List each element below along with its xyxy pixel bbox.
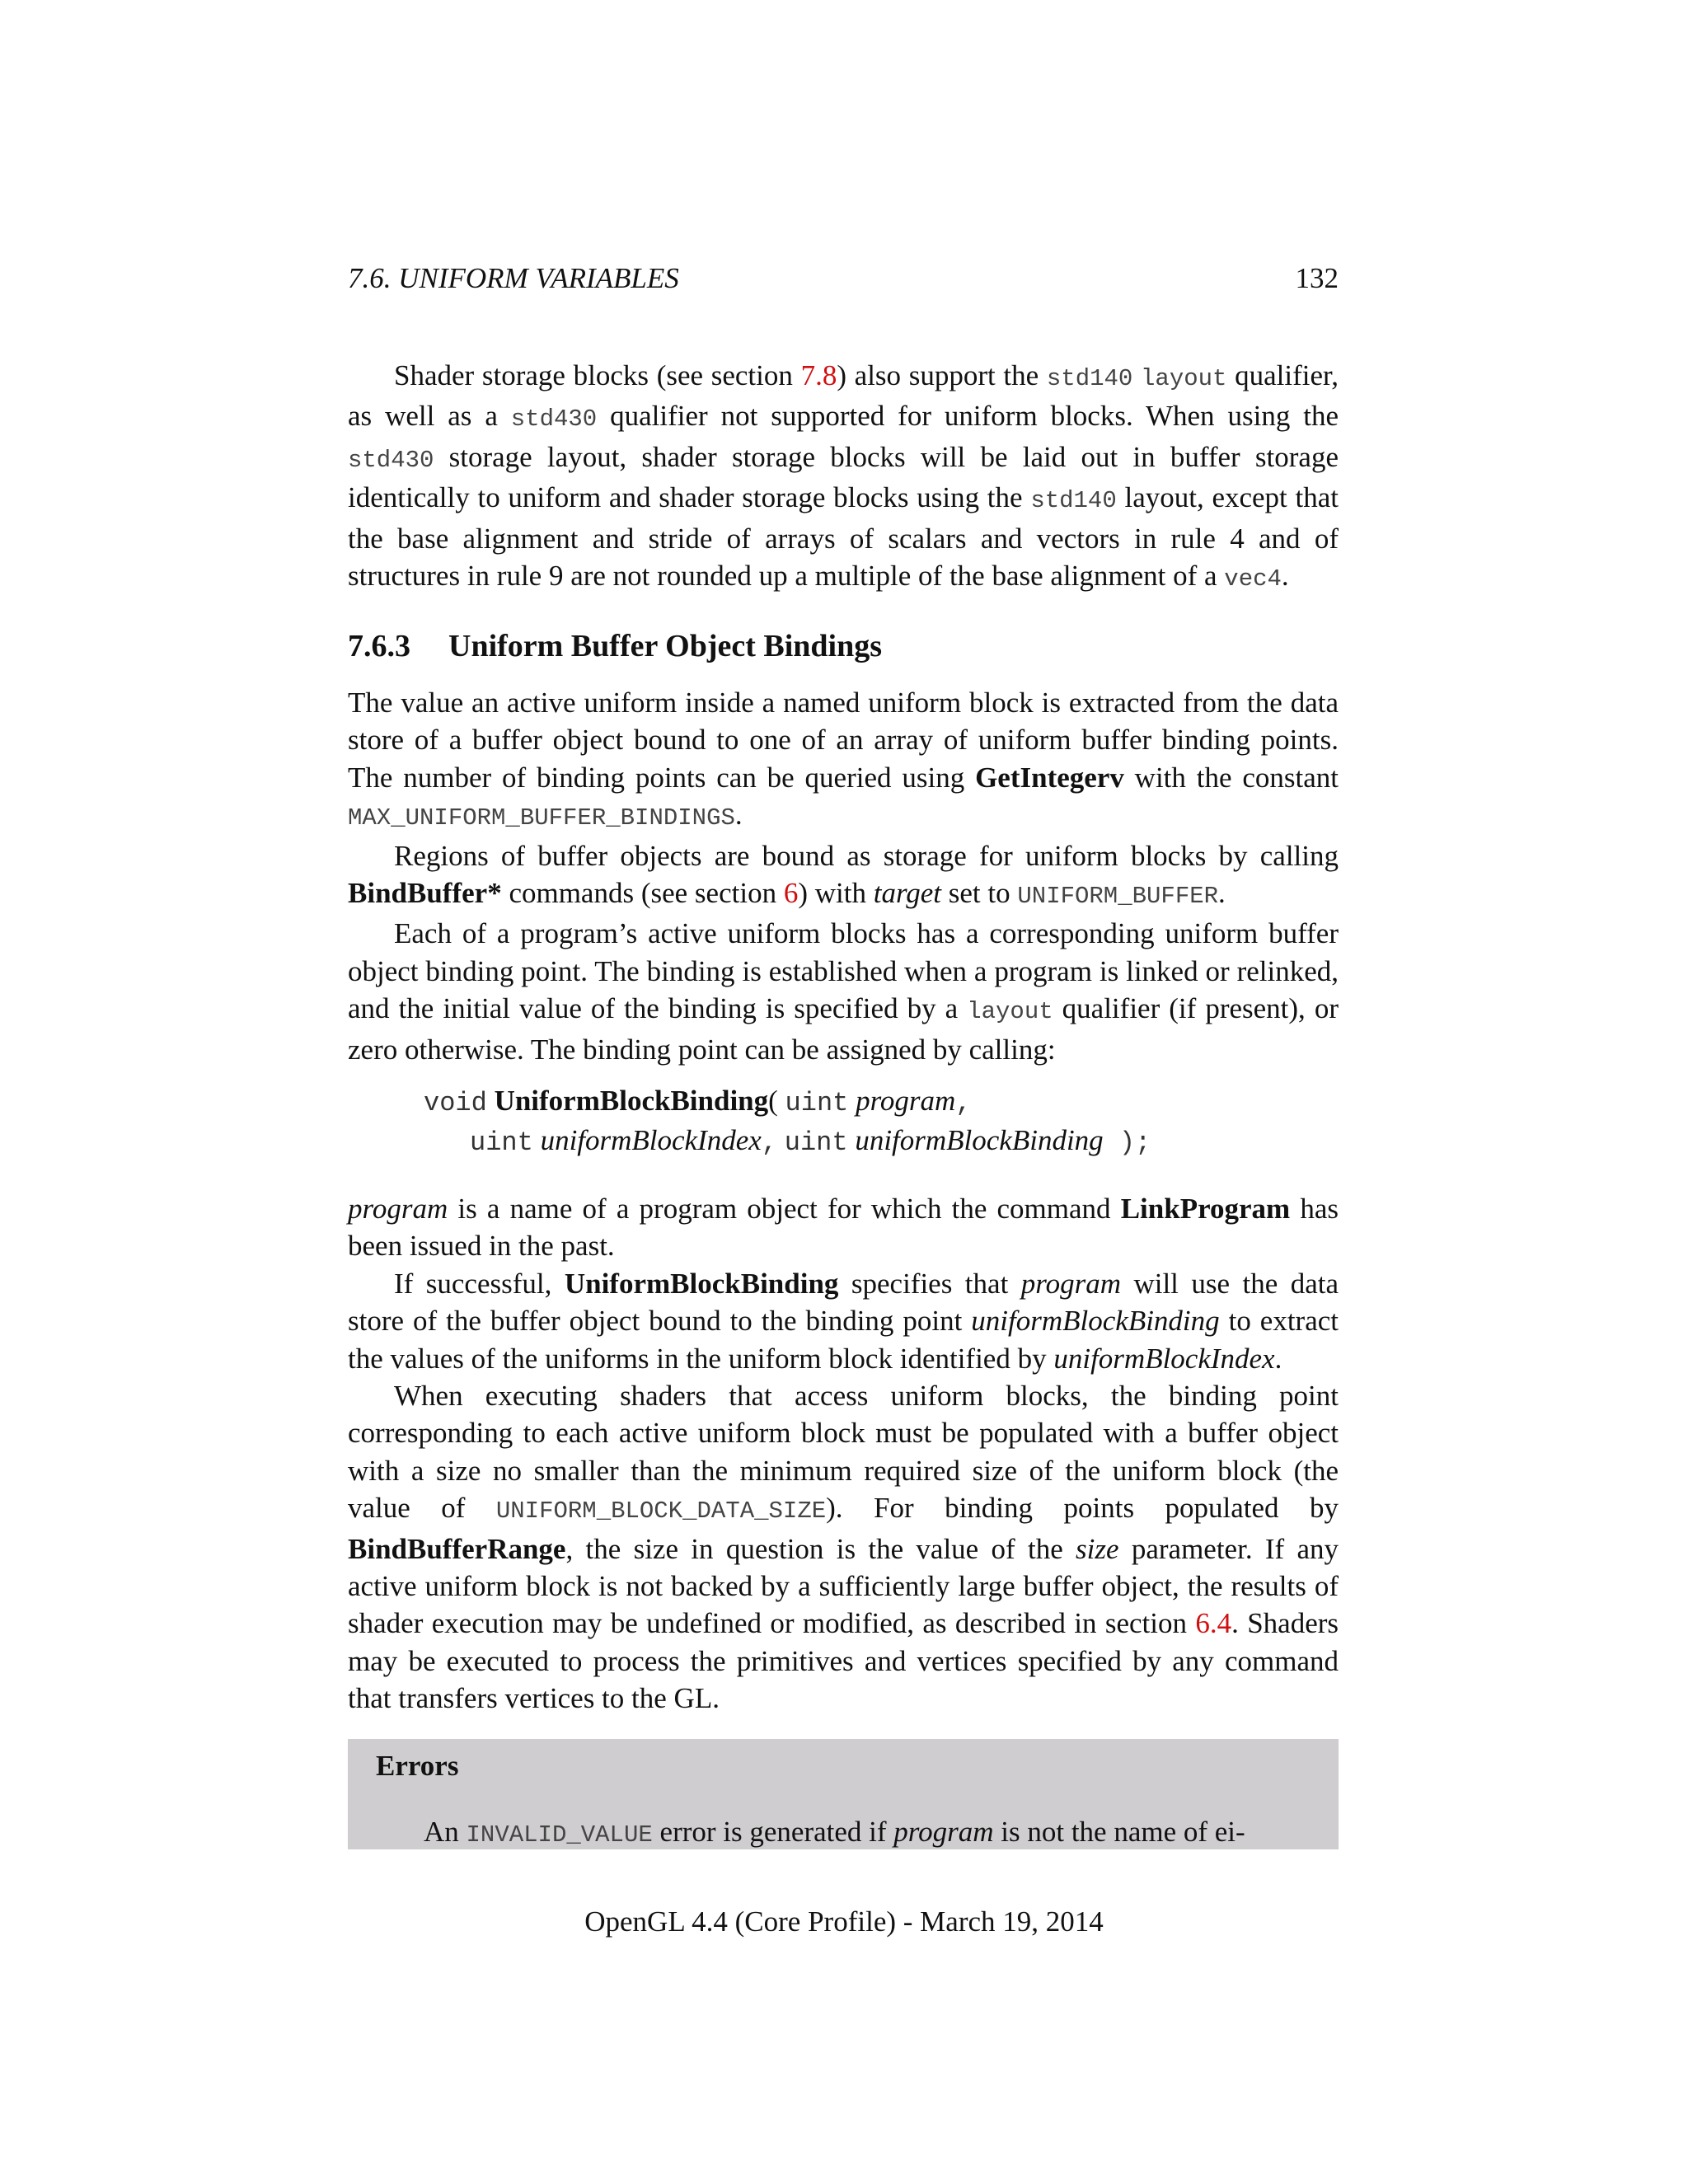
param-name: program [856,1085,956,1117]
section-body [348,684,1339,1068]
prototype-line-1: void UniformBlockBinding( uint program, [424,1085,972,1118]
errors-box [348,1739,1339,1849]
param-type: uint [784,1127,848,1159]
command-name: BindBuffer* [348,877,502,910]
paragraph-executing-shaders: When executing shaders that access uniform blocks, the binding point corresponding to each active uniform block must be populated with a buffer object with a size no smaller than the minimum required size of the uniform block (the value of UNIFORM_BLOCK_DATA_SIZE). For binding points populated by BindBufferRange, the size in question is the value of the size parameter. If any active uniform block is not backed by a sufficiently large buffer object, the results of shader execution may be undefined or modified, as described in section 6.4. Shaders may be executed to process the primitives and vertices specified by any command that transfers vertices to the GL. [348,1380,1339,1715]
code-token: std140 [1030,487,1117,515]
paragraph-program: program is a name of a program object for which the command LinkProgram has been issued in the past. [348,1193,1339,1263]
paragraph-shader-storage: Shader storage blocks (see section 7.8) also support the std140 layout qualifier, as well as a std430 qualifier not supported for uniform blocks. When using the std430 storage layout, shader storage blocks will be laid out in buffer storage identically to uniform and shader storage blocks using the std140 layout, except that the base alignment and stride of arrays of scalars and vectors in rule 4 and of structures in rule 9 are not rounded up a multiple of the base alignment of a vec4. [348,359,1339,593]
param-type: uint [470,1127,533,1159]
command-name: UniformBlockBinding [564,1267,839,1300]
code-token: std430 [348,446,434,474]
errors-title: Errors [376,1750,459,1782]
running-header [348,262,1339,295]
errors-text: An INVALID_VALUE error is generated if program is not the name of ei- [424,1816,1245,1849]
parameter-name: target [873,877,942,910]
code-token: UNIFORM_BLOCK_DATA_SIZE [495,1497,827,1526]
return-type: void [424,1088,487,1118]
section-link[interactable]: 6 [783,877,799,910]
code-token: std430 [510,405,598,434]
section-link[interactable]: 7.8 [800,359,837,391]
section-body-2 [348,1190,1339,1718]
code-token: INVALID_VALUE [466,1821,653,1849]
prototype-line-2: uint uniformBlockIndex, uint uniformBlockBinding ); [470,1124,1151,1159]
paragraph-binding-point: Each of a program’s active uniform blocks has a corresponding uniform buffer object binding point. The binding is established when a program is linked or relinked, and the initial value of the binding is specified by a layout qualifier (if present), or zero otherwise. The binding point can be assigned by calling: [348,917,1339,1066]
command-name: BindBufferRange [348,1532,566,1565]
section-title: 7.6. UNIFORM VARIABLES [348,262,679,294]
section-number: 7.6.3 [348,629,410,663]
section-link[interactable]: 6.4 [1195,1607,1232,1640]
code-token: layout [967,998,1053,1026]
parameter-name: uniformBlockIndex [1053,1342,1275,1375]
command-name: GetIntegerv [975,761,1124,794]
parameter-name: uniformBlockBinding [971,1305,1220,1338]
command-name: LinkProgram [1120,1193,1291,1225]
parameter-name: program [1020,1267,1121,1300]
function-name: UniformBlockBinding [494,1085,769,1117]
paragraph-if-successful: If successful, UniformBlockBinding specifies that program will use the data store of the buffer object bound to the binding point uniformBlockBinding to extract the values of the uniforms in the uniform block identified by uniformBlockIndex. [348,1267,1339,1375]
parameter-name: program [348,1193,448,1225]
parameter-name: size [1076,1532,1119,1565]
code-token: std140 [1046,365,1133,392]
code-token: UNIFORM_BUFFER [1017,883,1219,911]
param-name: uniformBlockBinding [855,1124,1104,1157]
page-footer: OpenGL 4.4 (Core Profile) - March 19, 2014 [584,1905,1104,1938]
page-number: 132 [1295,262,1339,294]
code-token: vec4 [1224,565,1282,593]
code-token: layout [1141,365,1227,392]
function-prototype [424,1082,1151,1162]
paragraph-bind-buffer: Regions of buffer objects are bound as storage for uniform blocks by calling BindBuffer* commands (see section 6) with target set to UNIFORM_BUFFER. [348,839,1339,911]
param-type: uint [785,1088,849,1118]
code-token: MAX_UNIFORM_BUFFER_BINDINGS [348,804,735,832]
param-name: uniformBlockIndex [540,1124,762,1157]
section-heading [348,628,882,664]
section-heading-title: Uniform Buffer Object Bindings [448,629,883,663]
paragraph-uniform-value: The value an active uniform inside a named uniform block is extracted from the data store of a buffer object bound to one of an array of uniform buffer binding points. The number of binding points can be queried using GetIntegerv with the constant MAX_UNIFORM_BUFFER_BINDINGS. [348,687,1339,832]
parameter-name: program [893,1816,994,1848]
